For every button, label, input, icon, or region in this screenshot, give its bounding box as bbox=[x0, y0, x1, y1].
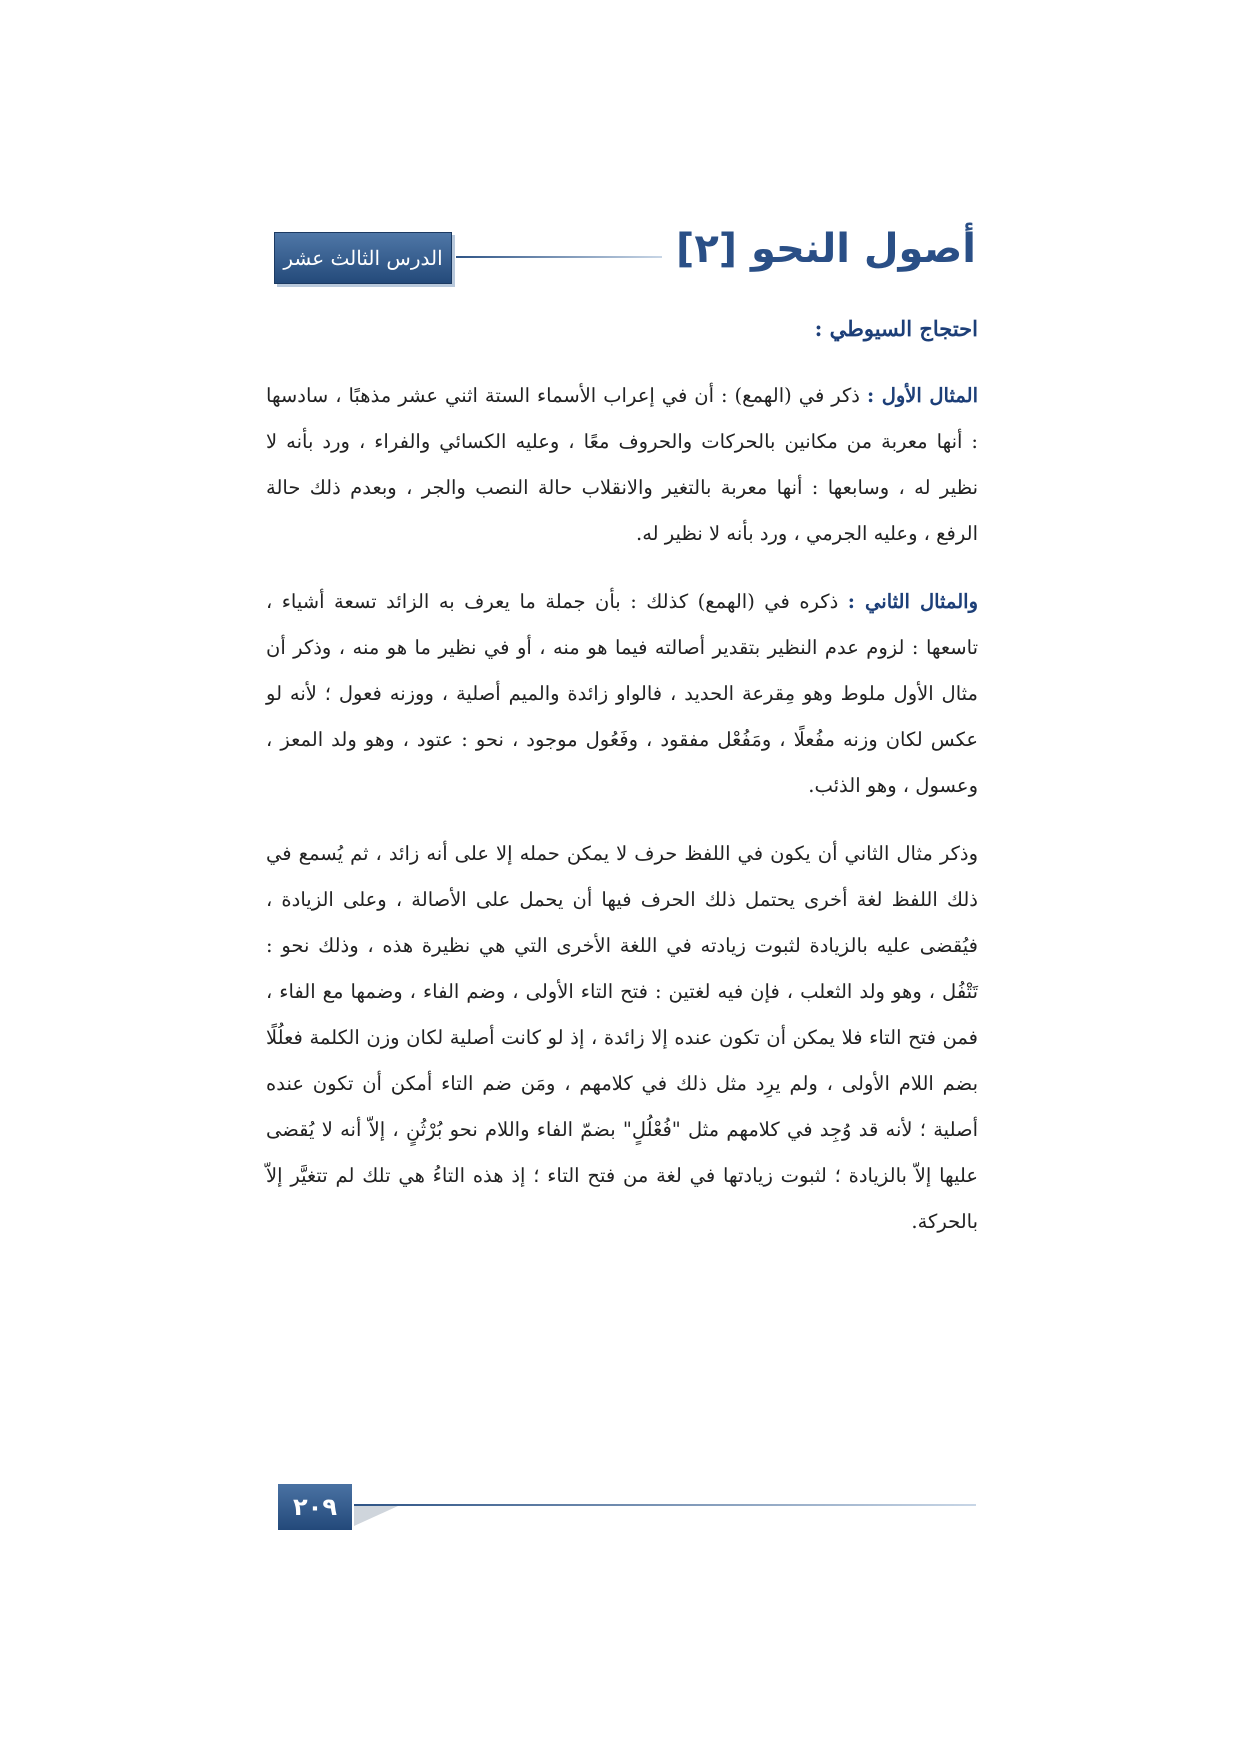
paragraph-lead: المثال الأول : bbox=[866, 384, 978, 407]
paragraph-text: وذكر مثال الثاني أن يكون في اللفظ حرف لا يمكن حمله إلا على أنه زائد ، ثم يُسمع في ذلك اللفظ لغة أخرى يحتمل ذلك الحرف فيها أن يحمل على الأصالة ، وعلى الزيادة ، فيُقضى عليه بالزيادة لثبوت زيادته في اللغة الأخرى التي هي نظيرة هذه ، وذلك نحو : تَتْفُل ، وهو ولد الثعلب ، فإن فيه لغتين : فتح التاء الأولى ، وضم الفاء ، وضمها مع الفاء ، فمن فتح التاء فلا يمكن أن تكون عنده إلا زائدة ، إذ لو كانت أصلية لكان وزن الكلمة فعلُلًا بضم اللام الأولى ، ولم يرِد مثل ذلك في كلامهم ، ومَن ضم التاء أمكن أن تكون عنده أصلية ؛ لأنه قد وُجِد في كلامهم مثل "فُعْلُلٍ" بضمّ الفاء واللام نحو بُرْثُنٍ ، إلاّ أنه لا يُقضى عليها إلاّ بالزيادة ؛ لثبوت زيادتها في لغة من فتح التاء ؛ إذ هذه التاءُ هي تلك لم تتغيَّر إلاّ بالحركة. bbox=[266, 842, 978, 1233]
footer-divider bbox=[354, 1504, 976, 1506]
page-number: ٢٠٩ bbox=[278, 1484, 352, 1530]
lesson-badge: الدرس الثالث عشر bbox=[274, 232, 452, 284]
paragraph-text: ذكره في (الهمع) كذلك : بأن جملة ما يعرف به الزائد تسعة أشياء ، تاسعها : لزوم عدم النظير بتقدير أصالته فيما هو منه ، أو في نظير ما هو منه ، وذكر أن مثال الأول ملوط وهو مِقرعة الحديد ، فالواو زائدة والميم أصلية ، ووزنه فعول ؛ لأنه لو عكس لكان وزنه مفُعلًا ، ومَفُعْل مفقود ، وفَعُول موجود ، نحو : عتود ، وهو ولد المعز ، وعسول ، وهو الذئب. bbox=[266, 590, 978, 797]
paragraph-example-three bbox=[266, 831, 978, 1245]
paragraph-example-two bbox=[266, 579, 978, 809]
paragraph-example-one bbox=[266, 373, 978, 557]
paragraph-text: ذكر في (الهمع) : أن في إعراب الأسماء الستة اثني عشر مذهبًا ، سادسها : أنها معربة من مكانين بالحركات والحروف معًا ، وعليه الكسائي والفراء ، ورد بأنه لا نظير له ، وسابعها : أنها معربة بالتغير والانقلاب حالة النصب والجر ، وبعدم ذلك حالة الرفع ، وعليه الجرمي ، ورد بأنه لا نظير له. bbox=[266, 384, 978, 545]
main-content bbox=[266, 300, 978, 1267]
header-divider bbox=[456, 256, 662, 258]
footer-shadow bbox=[354, 1506, 398, 1526]
section-heading: احتجاج السيوطي : bbox=[814, 316, 978, 341]
page-header bbox=[270, 228, 976, 290]
page-footer bbox=[274, 1484, 976, 1534]
page-title: أصول النحو [٢] bbox=[676, 226, 976, 272]
paragraph-lead: والمثال الثاني : bbox=[847, 590, 978, 613]
